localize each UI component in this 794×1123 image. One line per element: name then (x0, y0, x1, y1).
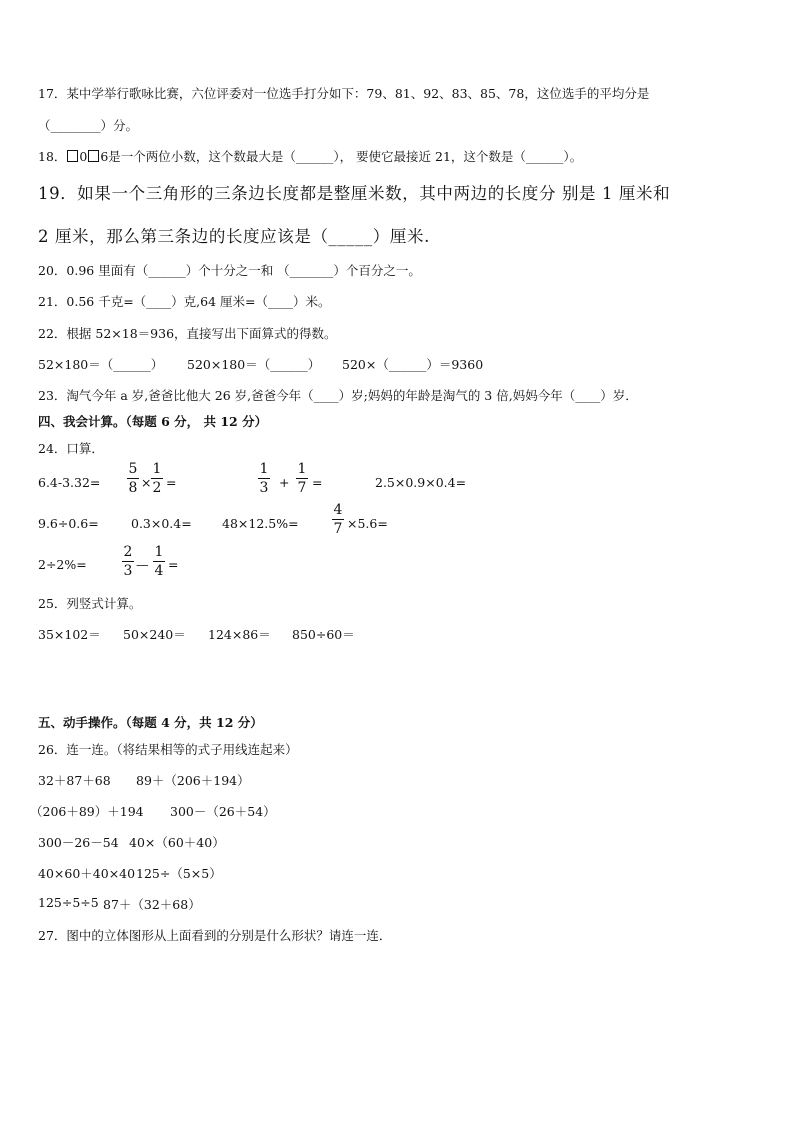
q22-text: 22．根据 52×18＝936，直接写出下面算式的得数。 (38, 326, 337, 341)
q24-r3a: 2÷2%= (38, 557, 87, 572)
denominator: 2 (152, 480, 162, 496)
denominator: 4 (154, 563, 164, 579)
blank-box-icon (67, 150, 78, 162)
blank-box-icon (88, 150, 99, 162)
q20-text: 20．0.96 里面有（______）个十分之一和 （_______）个百分之一。 (38, 263, 421, 278)
q17-answer: （________）分。 (38, 118, 139, 133)
equals: = (312, 475, 323, 490)
q18-number: 18． (38, 149, 67, 164)
q26-right-2: 300－（26＋54） (170, 804, 276, 819)
q24-r2b: 0.3×0.4= (131, 516, 192, 531)
fraction (153, 545, 165, 578)
section-5-heading: 五、动手操作。（每题 4 分，共 12 分） (38, 715, 263, 730)
operator: + (279, 475, 290, 490)
q25-title: 25．列竖式计算。 (38, 596, 142, 611)
q26-left-4: 40×60＋40×40 (38, 866, 136, 881)
section-4-heading: 四、我会计算。（每题 6 分， 共 12 分） (38, 414, 268, 429)
fraction (296, 462, 308, 495)
q24-r2c: 48×12.5%= (222, 516, 299, 531)
q26-right-4: 125÷（5×5） (136, 866, 222, 881)
denominator: 7 (297, 480, 307, 496)
q18-digit: 0 (79, 149, 88, 164)
q24-r1d: 2.5×0.9×0.4= (375, 475, 467, 490)
q17-text: 17．某中学举行歌咏比赛，六位评委对一位选手打分如下：79、81、92、83、85、78，这位选手的平均分是 (38, 86, 650, 101)
q26-left-3: 300－26－54 (38, 835, 119, 850)
q22-item-2: 520×180＝（______） (187, 357, 321, 372)
q26-left-2: （206＋89）＋194 (30, 804, 144, 819)
q24-r1a: 6.4-3.32= (38, 475, 101, 490)
denominator: 8 (128, 480, 138, 496)
q25-item-1: 35×102＝ (38, 627, 101, 642)
q26-left-5: 125÷5÷5 (38, 895, 99, 910)
q26-right-3: 40×（60＋40） (129, 835, 225, 850)
numerator: 2 (123, 544, 133, 560)
numerator: 5 (128, 461, 138, 477)
q22-item-1: 52×180＝（______） (38, 357, 164, 372)
q24-r2a: 9.6÷0.6= (38, 516, 99, 531)
q19-line1: 19．如果一个三角形的三条边长度都是整厘米数，其中两边的长度分 别是 1 厘米和 (38, 184, 671, 203)
operator: — (136, 557, 149, 572)
denominator: 7 (333, 521, 343, 537)
q24-r2d-tail: ×5.6= (347, 516, 388, 531)
q19-line2: 2 厘米，那么第三条边的长度应该是（_____）厘米. (38, 227, 430, 246)
equals: = (168, 557, 179, 572)
q26-right-1: 89＋（206＋194） (136, 773, 250, 788)
numerator: 4 (333, 502, 343, 518)
q27-text: 27．图中的立体图形从上面看到的分别是什么形状？请连一连． (38, 928, 392, 943)
numerator: 1 (297, 461, 307, 477)
numerator: 1 (152, 461, 162, 477)
equals: = (166, 475, 177, 490)
q25-item-2: 50×240＝ (123, 627, 186, 642)
q21-text: 21．0.56 千克=（____）克,64 厘米=（____）米。 (38, 294, 331, 309)
fraction (127, 462, 139, 495)
fraction (151, 462, 163, 495)
q26-right-5: 87＋（32＋68） (103, 897, 201, 912)
q18-text: 6是一个两位小数，这个数最大是（______）， 要使它最接近 21，这个数是（______）。 (100, 149, 583, 164)
q25-item-4: 850÷60＝ (292, 627, 355, 642)
denominator: 3 (259, 480, 269, 496)
fraction (332, 503, 344, 536)
q26-left-1: 32＋87＋68 (38, 773, 111, 788)
denominator: 3 (123, 563, 133, 579)
q23-text: 23．淘气今年 a 岁,爸爸比他大 26 岁,爸爸今年（____）岁;妈妈的年龄是淘气的 3 倍,妈妈今年（____）岁． (38, 388, 638, 403)
q26-title: 26．连一连。（将结果相等的式子用线连起来） (38, 742, 298, 757)
q18-line (38, 147, 582, 165)
fraction (122, 545, 134, 578)
q25-item-3: 124×86＝ (208, 627, 271, 642)
operator: × (141, 475, 152, 490)
fraction (258, 462, 270, 495)
numerator: 1 (259, 461, 269, 477)
q22-item-3: 520×（______）＝9360 (342, 357, 484, 372)
numerator: 1 (154, 544, 164, 560)
q24-title: 24．口算． (38, 441, 104, 456)
